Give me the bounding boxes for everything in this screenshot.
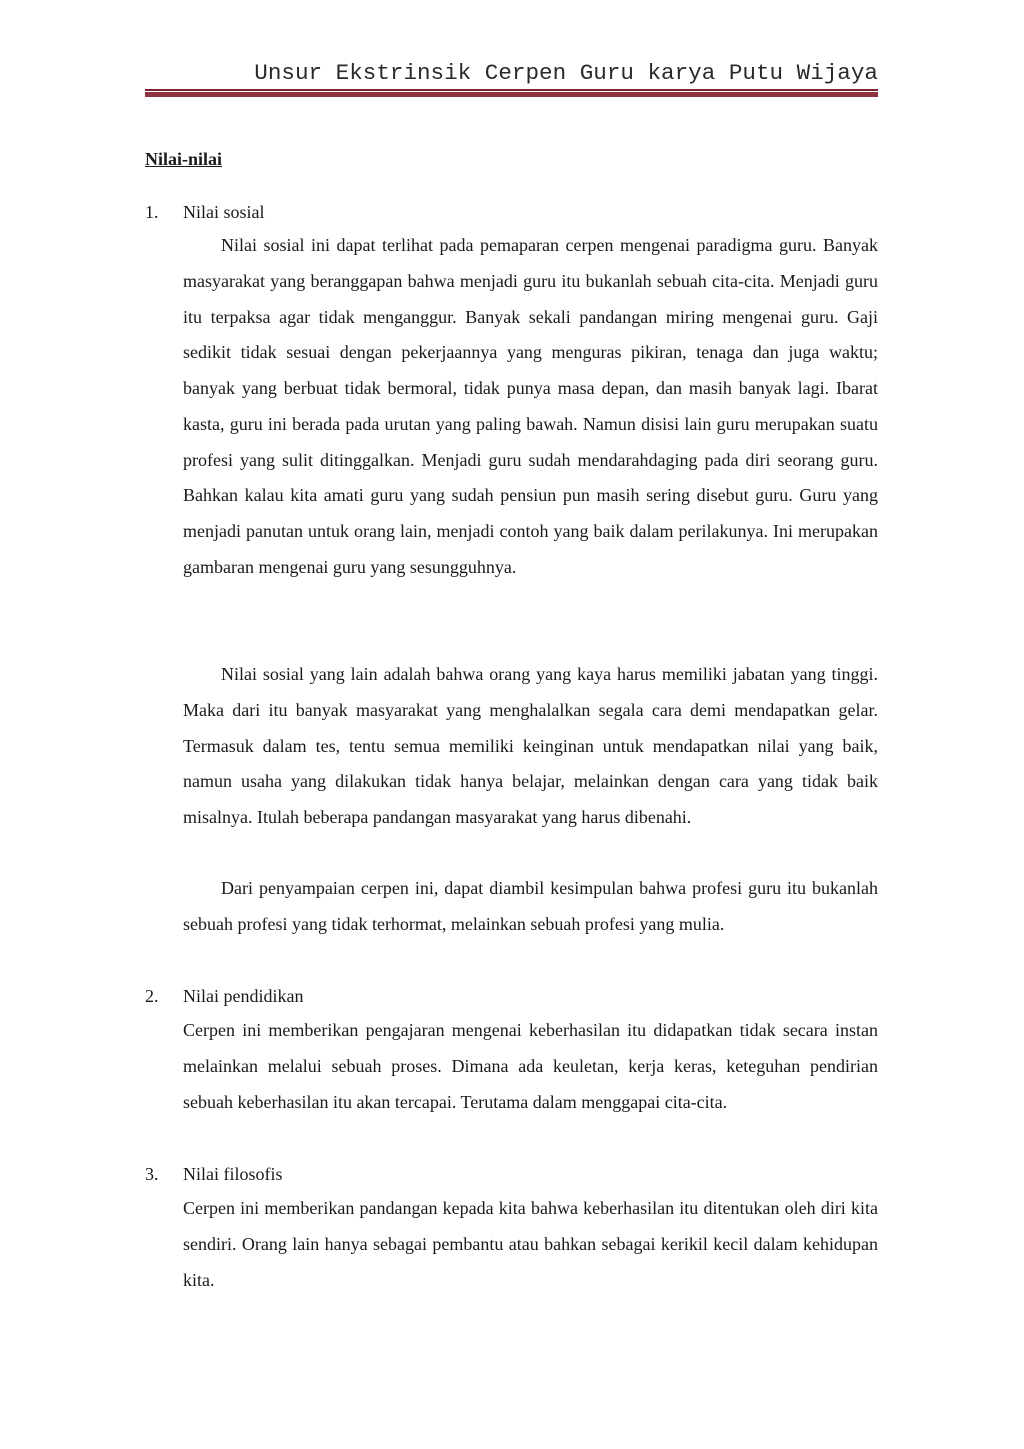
paragraph: Cerpen ini memberikan pandangan kepada kita bahwa keberhasilan itu ditentukan oleh diri kita sendiri. Orang lain hanya sebagai pembantu atau bahkan sebagai kerikil kecil dalam kehidupan kita. (183, 1198, 878, 1290)
paragraph: Cerpen ini memberikan pengajaran mengenai keberhasilan itu didapatkan tidak secara instan melainkan melalui sebuah proses. Dimana ada keuletan, kerja keras, keteguhan pendirian sebuah keberhasilan itu akan tercapai. Terutama dalam menggapai cita-cita. (183, 1020, 878, 1112)
header-double-rule (145, 89, 878, 97)
header-rule-thin (145, 89, 878, 91)
list-item-number: 2. (145, 986, 159, 1006)
list-item-title: Nilai filosofis (183, 1164, 283, 1184)
list-item-title: Nilai pendidikan (183, 986, 304, 1006)
section-heading: Nilai-nilai (145, 149, 223, 169)
header-rule-thick (145, 92, 878, 97)
list-item-number: 3. (145, 1164, 159, 1184)
paragraph: Dari penyampaian cerpen ini, dapat diambil kesimpulan bahwa profesi guru itu bukanlah sebuah profesi yang tidak terhormat, melainkan sebuah profesi yang mulia. (183, 878, 878, 934)
paragraph: Nilai sosial yang lain adalah bahwa orang yang kaya harus memiliki jabatan yang tinggi. Maka dari itu banyak masyarakat yang menghalalkan segala cara demi mendapatkan gelar. Termasuk dalam tes, tentu semua memiliki keinginan untuk mendapatkan nilai yang baik, namun usaha yang dilakukan tidak hanya belajar, melainkan dengan cara yang tidak baik misalnya. Itulah beberapa pandangan masyarakat yang harus dibenahi. (183, 664, 878, 827)
list-item-title: Nilai sosial (183, 202, 265, 222)
list-item-number: 1. (145, 202, 159, 222)
paragraph: Nilai sosial ini dapat terlihat pada pemaparan cerpen mengenai paradigma guru. Banyak masyarakat yang beranggapan bahwa menjadi guru itu bukanlah sebuah cita-cita. Menjadi guru itu terpaksa agar tidak menganggur. Banyak sekali pandangan miring mengenai guru. Gaji sedikit tidak sesuai dengan pekerjaannya yang menguras pikiran, tenaga dan juga waktu; banyak yang berbuat tidak bermoral, tidak punya masa depan, dan masih banyak lagi. Ibarat kasta, guru ini berada pada urutan yang paling bawah. Namun disisi lain guru merupakan suatu profesi yang sulit ditinggalkan. Menjadi guru sudah mendarahdaging pada diri seorang guru. Bahkan kalau kita amati guru yang sudah pensiun pun masih sering disebut guru. Guru yang menjadi panutan untuk orang lain, menjadi contoh yang baik dalam perilakunya. Ini merupakan gambaran mengenai guru yang sesungguhnya. (183, 235, 878, 577)
running-header-title: Unsur Ekstrinsik Cerpen Guru karya Putu Wijaya (254, 60, 878, 86)
